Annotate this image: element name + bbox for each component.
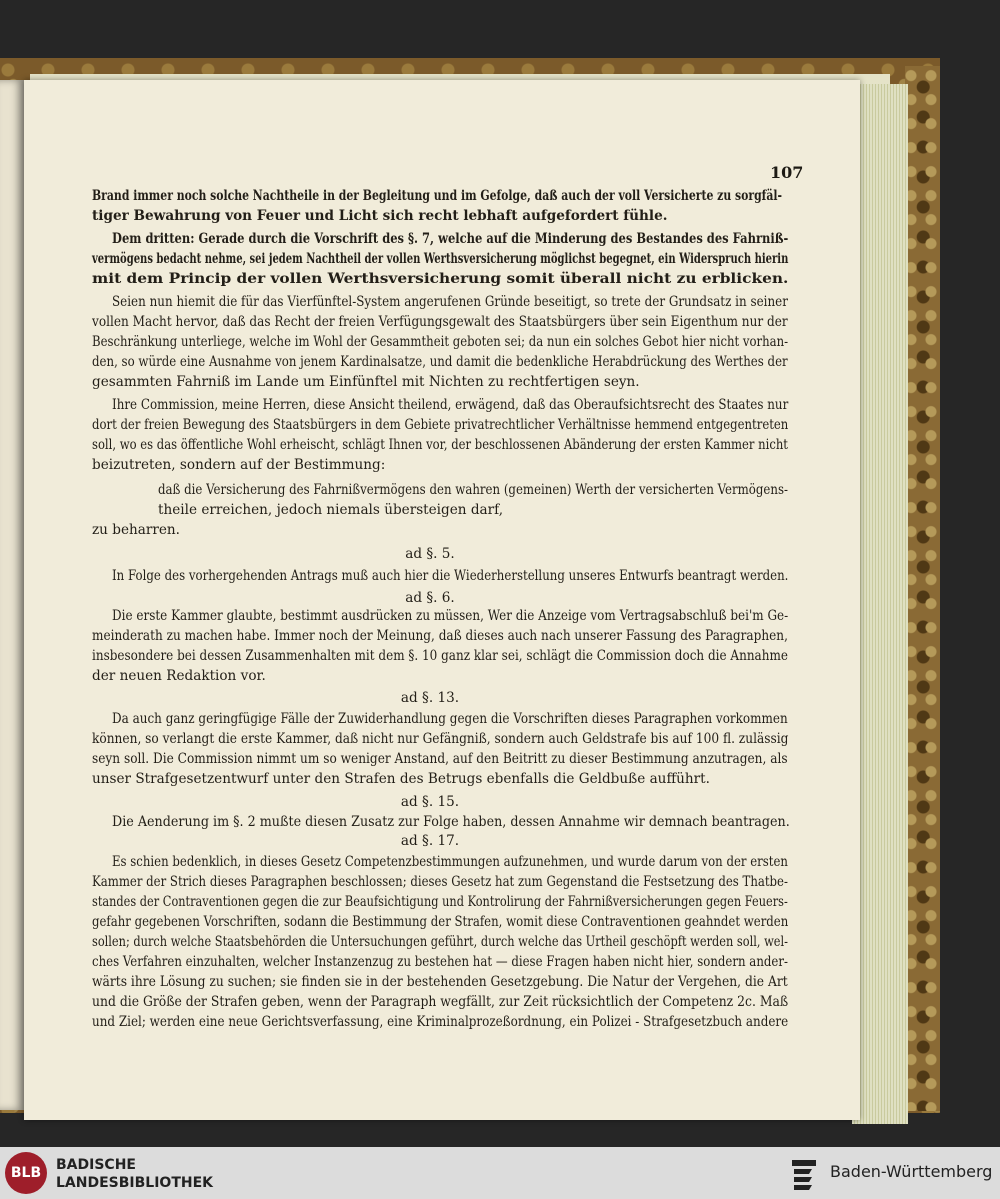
- library-name[interactable]: [56, 1156, 213, 1192]
- text-line: Die Aenderung im §. 2 mußte diesen Zusatz zur Folge haben, dessen Annahme wir demnach beantragen.: [112, 814, 790, 830]
- text-line: In Folge des vorhergehenden Antrags muß auch hier die Wiederherstellung unseres Entwurfs beantragt werden.: [112, 568, 789, 584]
- text-line: Da auch ganz geringfügige Fälle der Zuwiderhandlung gegen die Vorschriften dieses Paragraphen vorkommen: [112, 711, 788, 727]
- state-name[interactable]: Baden-Württemberg: [830, 1162, 993, 1181]
- library-name-line1: BADISCHE: [56, 1157, 136, 1173]
- blb-logo[interactable]: BLB: [5, 1152, 47, 1194]
- text-line: gefahr gegebenen Vorschriften, sodann die Bestimmung der Strafen, womit diese Contraventionen geahndet werden: [92, 914, 789, 930]
- section-heading: ad §. 13.: [400, 690, 460, 706]
- text-line: unser Strafgesetzentwurf unter den Strafen des Betrugs ebenfalls die Geldbuße aufführt.: [92, 771, 710, 787]
- text-line: meinderath zu machen habe. Immer noch der Meinung, daß dieses auch nach unserer Fassung des Paragraphen,: [92, 628, 788, 644]
- text-line: ches Verfahren einzuhalten, welcher Instanzenzug zu bestehen hat — diese Fragen haben nicht hier, sondern ander-: [92, 954, 788, 970]
- text-line: vollen Macht hervor, daß das Recht der freien Verfügungsgewalt des Staatsbürgers über sein Eigenthum nur der: [92, 314, 788, 330]
- footer-bar: [0, 1147, 1000, 1199]
- text-line: dort der freien Bewegung des Staatsbürgers in dem Gebiete privatrechtlicher Verhältnisse hemmend entgegentreten: [92, 417, 789, 433]
- text-line: mit dem Princip der vollen Werthsversicherung somit überall nicht zu erblicken.: [92, 271, 789, 287]
- section-heading: ad §. 5.: [405, 546, 455, 562]
- text-line: Dem dritten: Gerade durch die Vorschrift des §. 7, welche auf die Minderung des Bestandes des Fahrniß-: [112, 231, 789, 247]
- text-line: Es schien bedenklich, in dieses Gesetz Competenzbestimmungen aufzunehmen, und wurde darum von der ersten: [112, 854, 788, 870]
- text-line: können, so verlangt die erste Kammer, daß nicht nur Gefängniß, sondern auch Geldstrafe bis auf 100 fl. zulässig: [92, 731, 789, 747]
- text-line: beizutreten, sondern auf der Bestimmung:: [92, 457, 386, 473]
- text-line: sollen; durch welche Staatsbehörden die Untersuchungen geführt, durch welche das Urtheil geschöpft werden soll, wel-: [92, 934, 789, 950]
- text-line: Die erste Kammer glaubte, bestimmt ausdrücken zu müssen, Wer die Anzeige vom Vertragsabschluß bei'm Ge-: [112, 608, 789, 624]
- text-line: zu beharren.: [92, 522, 180, 538]
- text-line: daß die Versicherung des Fahrnißvermögens den wahren (gemeinen) Werth der versicherten Vermögens-: [158, 482, 788, 498]
- text-line: seyn soll. Die Commission nimmt um so weniger Anstand, auf den Beitritt zu dieser Bestimmung anzutragen, als: [92, 751, 788, 767]
- text-line: wärts ihre Lösung zu suchen; sie finden sie in der bestehenden Gesetzgebung. Die Natur der Vergehen, die Art: [92, 974, 788, 990]
- text-line: Beschränkung unterliege, welche im Wohl der Gesammtheit geboten sei; da nun ein solches Gebot hier nicht vorhan-: [92, 334, 789, 350]
- text-line: der neuen Redaktion vor.: [92, 668, 266, 684]
- state-lions-icon: [790, 1157, 818, 1191]
- text-line: Brand immer noch solche Nachtheile in der Begleitung und im Gefolge, daß auch der voll Versicherte zu sorgfäl-: [92, 188, 782, 204]
- page-number: 107: [770, 163, 804, 182]
- text-line: standes der Contraventionen gegen die zur Beaufsichtigung und Kontrolirung der Fahrnißversicherungen gegen Feuers-: [92, 894, 788, 910]
- text-line: gesammten Fahrniß im Lande um Einfünftel mit Nichten zu rechtfertigen seyn.: [92, 374, 640, 390]
- text-line: tiger Bewahrung von Feuer und Licht sich recht lebhaft aufgefordert fühle.: [92, 208, 668, 224]
- text-line: vermögens bedacht nehme, sei jedem Nachtheil der vollen Werthsversicherung möglichst begegnet, ein Widerspruch hierin: [92, 251, 789, 267]
- text-line: und die Größe der Strafen geben, wenn der Paragraph wegfällt, zur Zeit rücksichtlich der Competenz 2c. Maß: [92, 994, 789, 1010]
- section-heading: ad §. 15.: [400, 794, 460, 810]
- text-line: Seien nun hiemit die für das Vierfünftel-System angerufenen Gründe beseitigt, so trete der Grundsatz in seiner: [112, 294, 788, 310]
- library-name-line2: LANDESBIBLIOTHEK: [56, 1175, 214, 1191]
- section-heading: ad §. 17.: [400, 833, 460, 849]
- text-line: theile erreichen, jedoch niemals übersteigen darf,: [158, 502, 504, 518]
- text-line: insbesondere bei dessen Zusammenhalten mit dem §. 10 ganz klar sei, schlägt die Commission doch die Annahme: [92, 648, 788, 664]
- text-line: den, so würde eine Ausnahme von jenem Kardinalsatze, und damit die bedenkliche Herabdrückung des Werthes der: [92, 354, 788, 370]
- book-cover-edge: [905, 66, 940, 1111]
- page-stack-edges: [852, 84, 908, 1124]
- text-line: Ihre Commission, meine Herren, diese Ansicht theilend, erwägend, daß das Oberaufsichtsrecht des Staates nur: [112, 397, 789, 413]
- text-line: Kammer der Strich dieses Paragraphen beschlossen; dieses Gesetz hat zum Gegenstand die Festsetzung des Thatbe-: [92, 874, 788, 890]
- section-heading: ad §. 6.: [405, 590, 455, 606]
- text-line: soll, wo es das öffentliche Wohl erheischt, schlägt Ihnen vor, der beschlossenen Abänderung der ersten Kammer nicht: [92, 437, 788, 453]
- text-line: und Ziel; werden eine neue Gerichtsverfassung, eine Kriminalprozeßordnung, ein Polizei - Strafgesetzbuch andere: [92, 1014, 789, 1030]
